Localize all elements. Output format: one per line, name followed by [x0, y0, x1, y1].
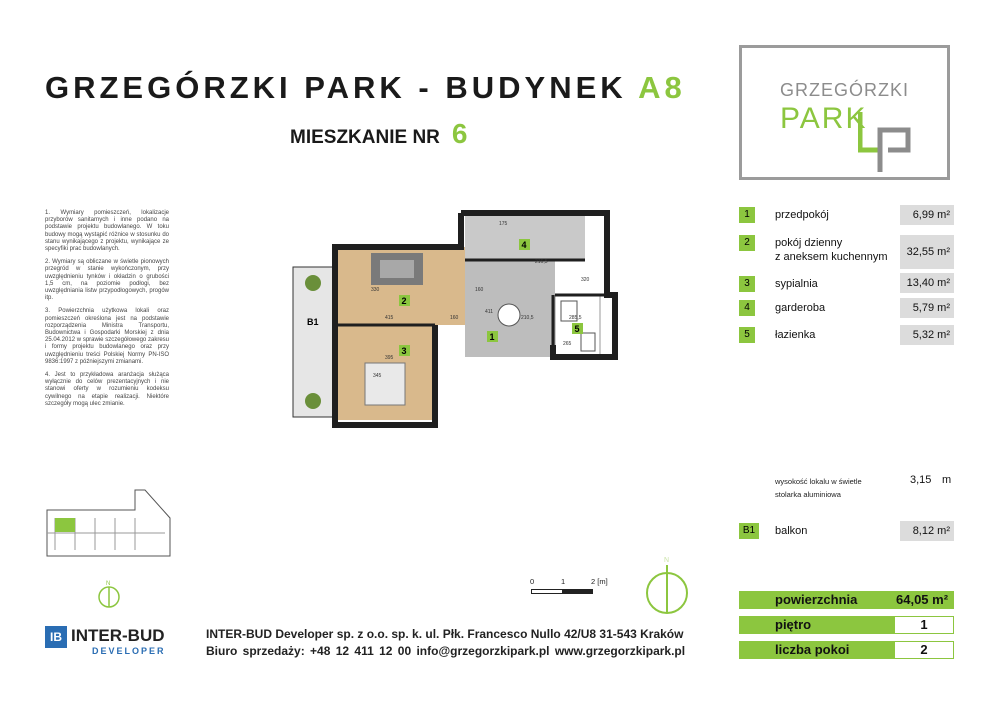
- dim-210: 210,5: [521, 315, 534, 321]
- company-address: INTER-BUD Developer sp. z o.o. sp. k. ul. Płk. Francesco Nullo 42/U8 31-543 Kraków: [206, 627, 684, 641]
- title-text: GRZEGÓRZKI PARK - BUDYNEK: [45, 70, 627, 105]
- room-num-1: 1: [739, 207, 755, 223]
- room-num-3: 3: [739, 276, 755, 292]
- dim-160: 160: [450, 315, 459, 321]
- room-num-2: 2: [739, 235, 755, 251]
- compass-large-icon: [645, 553, 689, 621]
- dim-411: 411: [485, 309, 493, 315]
- summary-rooms-value: 2: [895, 642, 953, 658]
- room-label-3: 3: [401, 346, 407, 356]
- dim-160b: 160: [475, 287, 484, 293]
- company-sub: DEVELOPER: [92, 646, 166, 656]
- dim-265: 265: [563, 341, 572, 347]
- room-num-4: 4: [739, 300, 755, 316]
- wardrobe-floor: [465, 215, 585, 260]
- logo-text-top: GRZEGÓRZKI: [780, 80, 910, 100]
- plant-icon: [305, 393, 321, 409]
- summary-rooms-label: liczba pokoi: [775, 642, 850, 657]
- windows-label: stolarka aluminiowa: [775, 490, 841, 499]
- summary-area-label: powierzchnia: [775, 592, 858, 607]
- dim-175: 175: [499, 221, 508, 227]
- dim-320: 320: [581, 277, 590, 283]
- compass-icon: [96, 578, 122, 610]
- floor-plan: [285, 205, 635, 435]
- scale-tick-0: 0: [530, 577, 535, 586]
- compass-label: N: [106, 581, 111, 587]
- note-3: 3. Powierzchnia użytkowa lokali oraz pomieszczeń określona jest na podstawie rozporządzenia Ministra Transportu, Budownictwa i Gospodarki Morskiej z dnia 25.04.2012 w sprawie szczegółowego zakresu i formy projektu budowlanego oraz przy uwzględnieniu treści Polskiej Normy PN-ISO 9836:1997 z późniejszymi zmianami.: [45, 308, 169, 365]
- table: [498, 304, 520, 326]
- company-contact: Biuro sprzedaży: +48 12 411 12 00 info@grzegorzkipark.pl www.grzegorzkipark.pl: [206, 644, 686, 658]
- page-title: [45, 70, 686, 106]
- room-num-5: 5: [739, 327, 755, 343]
- company-logo-icon: IB: [45, 626, 67, 648]
- balcony-area: 8,12 m²: [900, 521, 954, 541]
- logo-mark-icon: [858, 110, 918, 176]
- company-brand: INTER-BUD: [71, 626, 165, 645]
- notes: [45, 210, 169, 414]
- bed: [365, 363, 405, 405]
- balcony-num: B1: [739, 523, 759, 539]
- note-2: 2. Wymiary są obliczane w świetle pionowych przegród w stanie wykończonym, przy uwzględnieniu tynków i okładzin o grubości 1,5 cm, na poziomie podłogi, bez uwzględniania listw przypodłogowych, progów itp.: [45, 259, 169, 302]
- room-name-4: garderoba: [775, 302, 826, 314]
- room-name-5: łazienka: [775, 329, 816, 341]
- balcony-label: B1: [307, 317, 319, 327]
- apartment-label: MIESZKANIE NR: [290, 127, 440, 148]
- summary-floor-value: 1: [895, 617, 953, 633]
- scale-bar: [531, 589, 593, 594]
- room-area-2: 32,55 m²: [900, 235, 954, 269]
- room-label-4: 4: [521, 240, 527, 250]
- height-value: 3,15: [910, 474, 932, 486]
- room-name-1: przedpokój: [775, 209, 829, 221]
- building-code: A8: [638, 70, 686, 105]
- room-area-5: 5,32 m²: [900, 325, 954, 345]
- height-label: wysokość lokalu w świetle: [775, 477, 862, 486]
- note-1: 1. Wymiary pomieszczeń, lokalizacje przyborów sanitarnych i inne podano na podstawie projektu budowlanego. W toku budowy mogą wystąpić różnice w stosunku do stanu wynikającego z projektu, wynikające ze specyfiki prac budowlanych.: [45, 210, 169, 253]
- apartment-highlight: [55, 518, 75, 532]
- room-label-5: 5: [574, 324, 580, 334]
- room-area-4: 5,79 m²: [900, 298, 954, 318]
- height-unit: m: [942, 474, 952, 486]
- apartment-subtitle: [290, 118, 467, 150]
- dim-395: 395: [385, 355, 394, 361]
- room-area-1: 6,99 m²: [900, 205, 954, 225]
- compass-large-label: N: [664, 557, 670, 564]
- apartment-number: 6: [451, 118, 468, 149]
- logo-text-bottom: PARK: [780, 102, 868, 135]
- dim-330: 330: [371, 287, 380, 293]
- key-plan: [45, 488, 175, 558]
- dim-216: 216,5: [535, 259, 548, 265]
- room-area-3: 13,40 m²: [900, 273, 954, 293]
- dim-285: 285,5: [569, 315, 582, 321]
- scale-tick-1: 1: [561, 577, 566, 586]
- plant-icon: [305, 275, 321, 291]
- room-label-2: 2: [401, 296, 407, 306]
- balcony-name: balkon: [775, 525, 808, 537]
- summary-floor-label: piętro: [775, 617, 812, 632]
- room-label-1: 1: [489, 332, 495, 342]
- room-name-3: sypialnia: [775, 278, 818, 290]
- dim-345: 345: [373, 373, 382, 379]
- room-name-2: pokój dzienny z aneksem kuchennym: [775, 237, 888, 263]
- summary-area-value: 64,05 m²: [896, 592, 949, 607]
- note-4: 4. Jest to przykładowa aranżacja służąca wyłącznie do celów prezentacyjnych i nie stanowi oferty w rozumieniu kodeksu cywilnego na etapie realizacji. Niektóre szczegóły mogą ulec zmianie.: [45, 372, 169, 407]
- toilet: [581, 333, 595, 351]
- scale-tick-2: 2 [m]: [591, 577, 608, 586]
- dim-415: 415: [385, 315, 394, 321]
- sofa-seat: [380, 260, 414, 278]
